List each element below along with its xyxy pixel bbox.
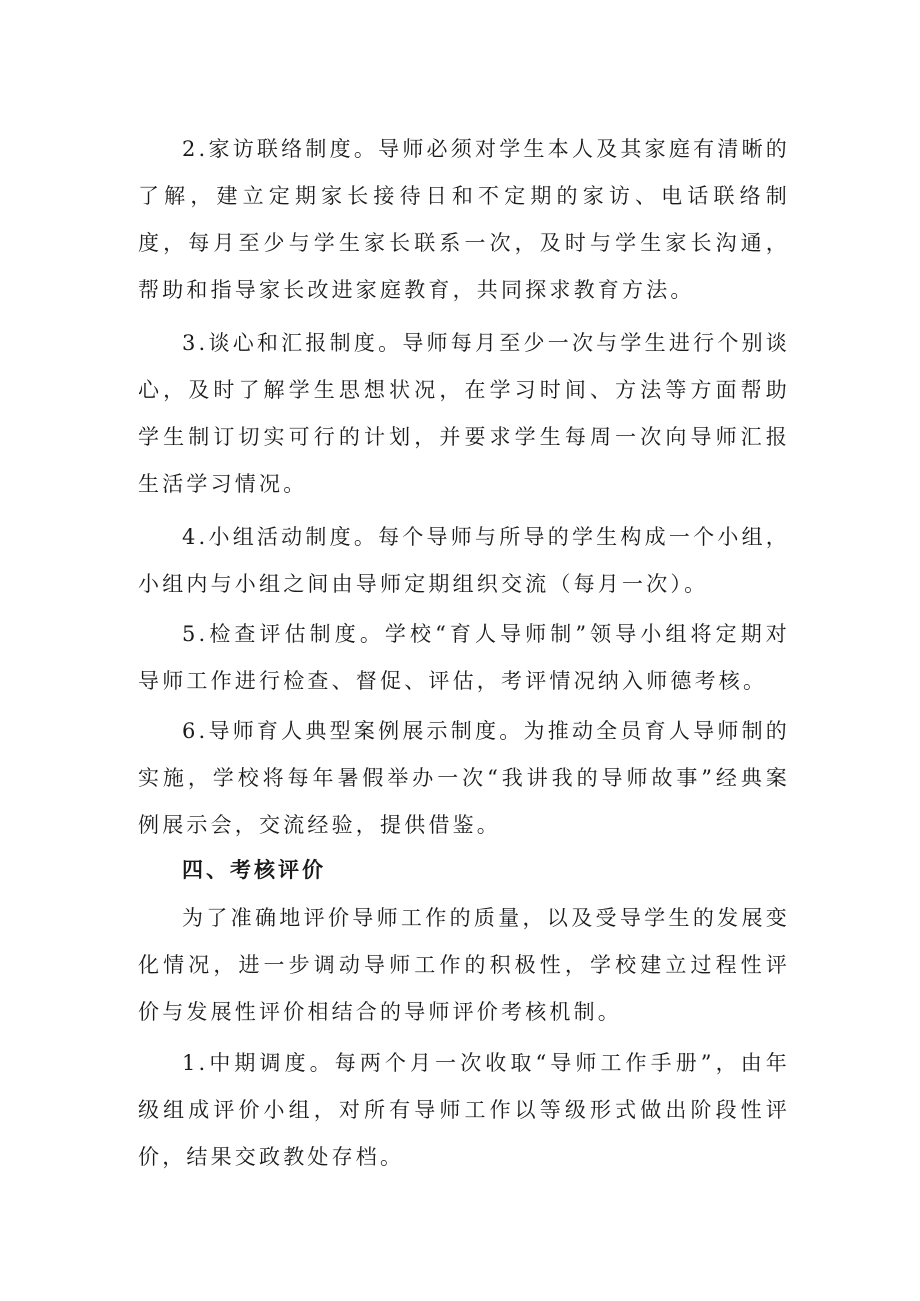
section-heading-assessment: 四、考核评价 — [182, 858, 326, 882]
paragraph-case-showcase: 6.导师育人典型案例展示制度。为推动全员育人导师制的实施，学校将每年暑假举办一次“我讲我的导师故事”经典案例展示会，交流经验，提供借鉴。 — [138, 719, 790, 837]
paragraph-inspection: 5.检查评估制度。学校“育人导师制”领导小组将定期对导师工作进行检查、督促、评估，考评情况纳入师德考核。 — [138, 622, 790, 693]
paragraph-group-activity: 4.小组活动制度。每个导师与所导的学生构成一个小组，小组内与小组之间由导师定期组织交流（每月一次）。 — [138, 525, 790, 596]
paragraph-home-visit: 2.家访联络制度。导师必须对学生本人及其家庭有清晰的了解，建立定期家长接待日和不定期的家访、电话联络制度，每月至少与学生家长联系一次，及时与学生家长沟通，帮助和指导家长改进家庭教育，共同探求教育方法。 — [138, 137, 790, 302]
paragraph-midterm-review: 1.中期调度。每两个月一次收取“导师工作手册”，由年级组成评价小组，对所有导师工作以等级形式做出阶段性评价，结果交政教处存档。 — [138, 1051, 790, 1169]
paragraph-heart-talk: 3.谈心和汇报制度。导师每月至少一次与学生进行个别谈心，及时了解学生思想状况，在学习时间、方法等方面帮助学生制订切实可行的计划，并要求学生每周一次向导师汇报生活学习情况。 — [138, 331, 790, 496]
paragraph-assessment-intro: 为了准确地评价导师工作的质量，以及受导学生的发展变化情况，进一步调动导师工作的积极性，学校建立过程性评价与发展性评价相结合的导师评价考核机制。 — [138, 906, 790, 1024]
